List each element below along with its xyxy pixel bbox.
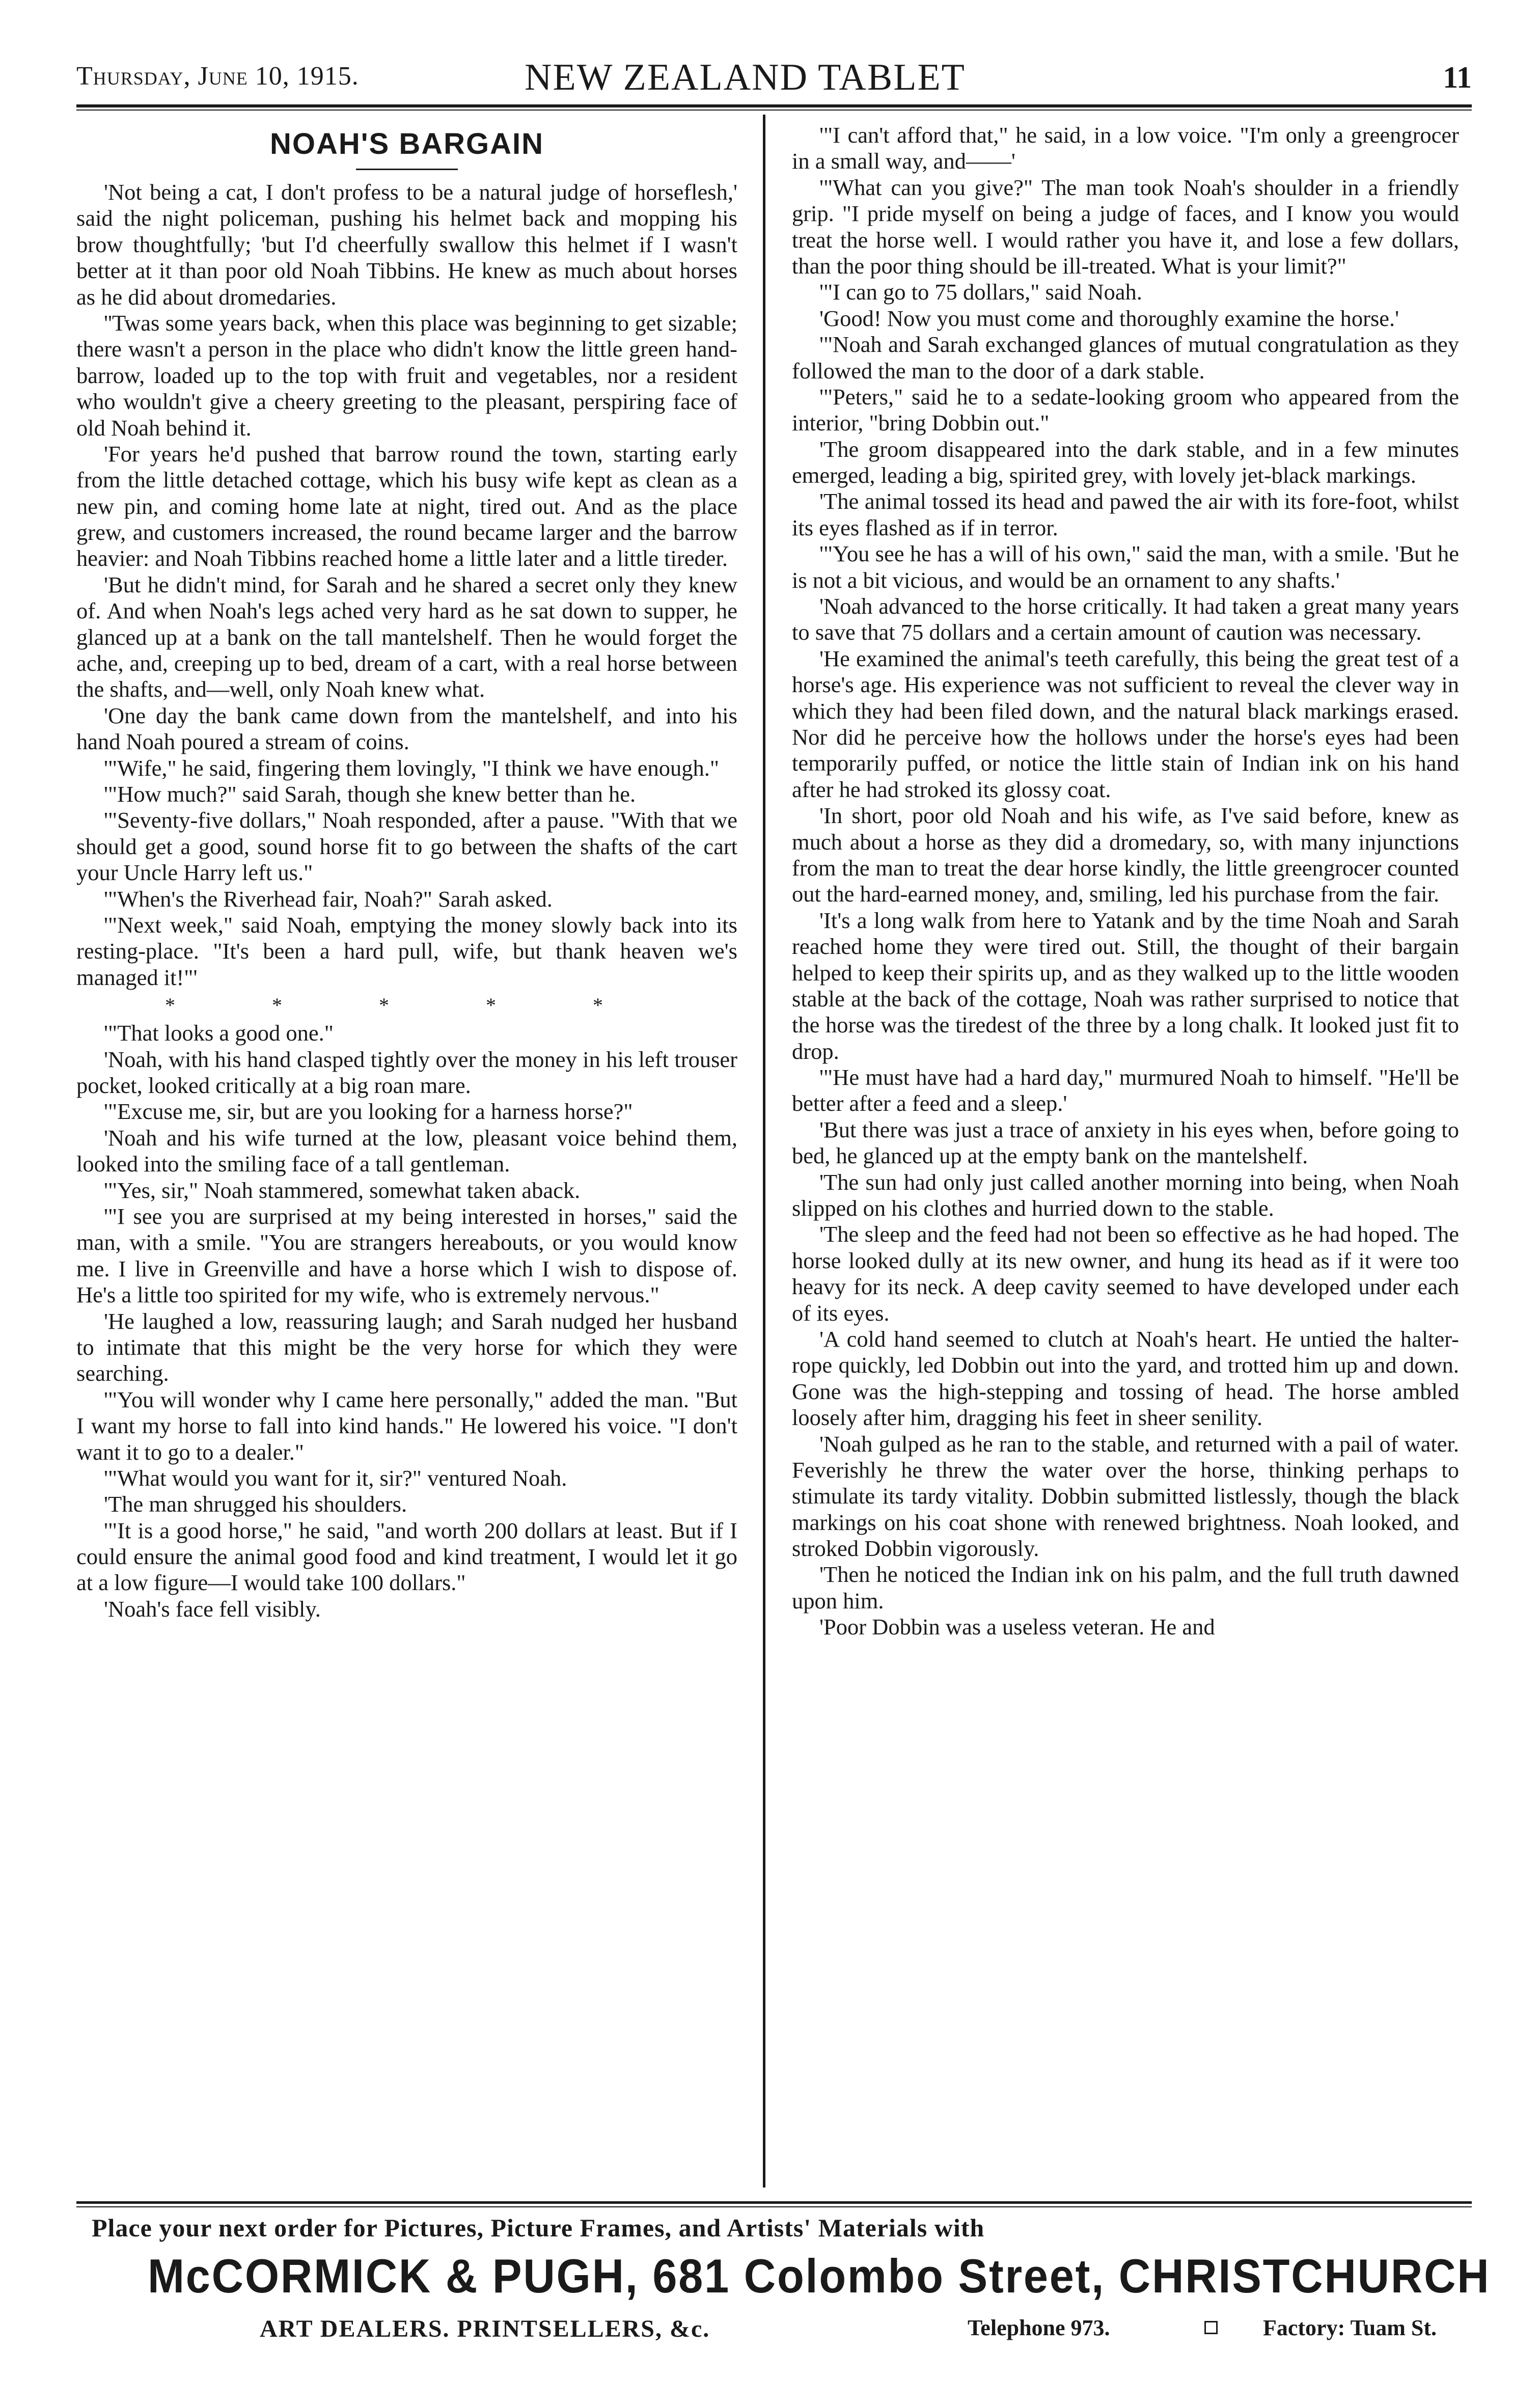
newspaper-title: NEW ZEALAND TABLET bbox=[525, 57, 966, 98]
paragraph: '"Peters," said he to a sedate-looking groom who appeared from the interior, "bring Dobbin out." bbox=[792, 384, 1459, 436]
masthead bbox=[76, 56, 1472, 102]
paragraph: 'Noah's face fell visibly. bbox=[104, 1596, 321, 1622]
bottom-rule-thin bbox=[76, 2206, 1472, 2207]
paragraph: 'For years he'd pushed that barrow round the town, starting early from the little detached cottage, which his busy wife kept as clean as a new pin, and coming home late at night, tired out. And as the place grew, and customers increased, the round became larger and the barrow heavier: and Noah Tibbins reached home a little later and a little tireder. bbox=[76, 441, 737, 571]
paragraph: 'The animal tossed its head and pawed the air with its fore-foot, whilst its eyes flashed as if in terror. bbox=[792, 488, 1459, 540]
section-break-stars: * * * * * bbox=[165, 994, 649, 1017]
paragraph: '"What would you want for it, sir?" ventured Noah. bbox=[104, 1465, 567, 1491]
paragraph: 'He laughed a low, reassuring laugh; and Sarah nudged her husband to intimate that this might be the very horse for which they were searching. bbox=[76, 1308, 737, 1386]
paragraph: 'Noah advanced to the horse critically. It had taken a great many years to save that 75 dollars and a certain amount of caution was necessary. bbox=[792, 593, 1459, 645]
ad-factory: Factory: Tuam St. bbox=[1263, 2315, 1437, 2340]
paragraph: '"Excuse me, sir, but are you looking for a harness horse?" bbox=[104, 1099, 633, 1125]
paragraph: 'Then he noticed the Indian ink on his palm, and the full truth dawned upon him. bbox=[792, 1562, 1459, 1614]
paragraph: 'The man shrugged his shoulders. bbox=[104, 1491, 407, 1517]
paragraph: '"Noah and Sarah exchanged glances of mutual congratulation as they followed the man to the door of a dark stable. bbox=[792, 332, 1459, 384]
paragraph: 'Good! Now you must come and thoroughly examine the horse.' bbox=[819, 305, 1399, 331]
paragraph: '"What can you give?" The man took Noah's shoulder in a friendly grip. "I pride myself on being a judge of faces, and I know you would treat the horse well. I would rather you have it, and lose a few dollars, than the poor thing should be ill-treated. What is your limit?" bbox=[792, 174, 1459, 279]
paragraph: '"How much?" said Sarah, though she knew better than he. bbox=[104, 781, 636, 807]
paragraph: '"You see he has a will of his own," said the man, with a smile. 'But he is not a bit vicious, and would be an ornament to any shafts.' bbox=[792, 541, 1459, 593]
paragraph: 'But there was just a trace of anxiety in his eyes when, before going to bed, he glanced up at the empty bank on the mantelshelf. bbox=[792, 1116, 1459, 1169]
column-separator bbox=[763, 115, 765, 2188]
paragraph: '"Next week," said Noah, emptying the money slowly back into its resting-place. "It's been a hard pull, wife, but thank heaven we's managed it!"' bbox=[76, 912, 737, 990]
top-rule-thin bbox=[76, 110, 1472, 111]
bottom-rule bbox=[76, 2201, 1472, 2204]
paragraph: '"Wife," he said, fingering them lovingly, "I think we have enough." bbox=[104, 755, 719, 781]
paragraph: '"When's the Riverhead fair, Noah?" Sarah asked. bbox=[104, 886, 553, 912]
paragraph: '"He must have had a hard day," murmured Noah to himself. "He'll be better after a feed and a sleep.' bbox=[792, 1064, 1459, 1116]
paragraph: 'Not being a cat, I don't profess to be a natural judge of horseflesh,' said the night policeman, pushing his helmet back and mopping his brow thoughtfully; 'but I'd cheerfully swallow this helmet if I wasn't better at it than poor old Noah Tibbins. He knew as much about horses as he did about dromedaries. bbox=[76, 179, 737, 310]
paragraph: ''Twas some years back, when this place was beginning to get sizable; there wasn't a person in the place who didn't know the little green hand-barrow, loaded up to the top with fruit and vegetables, nor a resident who wouldn't give a cheery greeting to the pleasant, perspiring face of old Noah behind it. bbox=[76, 310, 737, 441]
paragraph: 'In short, poor old Noah and his wife, as I've said before, knew as much about a horse as they did a dromedary, so, with many injunctions from the man to treat the dear horse kindly, the little greengrocer counted out the hard-earned money, and, smiling, led his purchase from the fair. bbox=[792, 803, 1459, 907]
top-rule bbox=[76, 104, 1472, 107]
paragraph: '"Seventy-five dollars," Noah responded, after a pause. "With that we should get a good, sound horse fit to go between the shafts of the cart your Uncle Harry left us." bbox=[76, 807, 737, 886]
ad-trades: ART DEALERS. PRINTSELLERS, &c. bbox=[260, 2315, 710, 2342]
ad-telephone: Telephone 973. bbox=[968, 2315, 1110, 2340]
page-number: 11 bbox=[1443, 61, 1472, 94]
paragraph: '"Yes, sir," Noah stammered, somewhat taken aback. bbox=[104, 1177, 581, 1203]
title-underline bbox=[356, 169, 458, 170]
issue-date: Thursday, June 10, 1915. bbox=[76, 62, 359, 91]
paragraph: 'Noah, with his hand clasped tightly over the money in his left trouser pocket, looked critically at a big roan mare. bbox=[76, 1046, 737, 1099]
paragraph: 'Noah gulped as he ran to the stable, and returned with a pail of water. Feverishly he threw the water over the horse, thinking perhaps to stimulate its tardy vitality. Dobbin submitted listlessly, though the black markings on his coat shone with renewed brightness. Noah looked, and stroked Dobbin vigorously. bbox=[792, 1431, 1459, 1562]
paragraph: 'The sun had only just called another morning into being, when Noah slipped on his clothes and hurried down to the stable. bbox=[792, 1169, 1459, 1221]
paragraph: '"I can go to 75 dollars," said Noah. bbox=[819, 279, 1142, 305]
paragraph: 'It's a long walk from here to Yatank and by the time Noah and Sarah reached home they were tired out. Still, the thought of their bargain helped to keep their spirits up, and as they walked up to the little wooden stable at the back of the cottage, Noah was rather surprised to notice that the horse was the tiredest of the three by a long chalk. It looked just fit to drop. bbox=[792, 907, 1459, 1064]
paragraph: 'He examined the animal's teeth carefully, this being the great test of a horse's age. His experience was not sufficient to reveal the clever way in which they had been filed down, and the natural black markings erased. Nor did he perceive how the hollows under the horse's eyes had been temporarily puffed, or notice the little stain of Indian ink on his hand after he had stroked its glossy coat. bbox=[792, 645, 1459, 802]
paragraph: '"I can't afford that," he said, in a low voice. "I'm only a greengrocer in a small way, and——' bbox=[792, 122, 1459, 174]
article-column-left bbox=[76, 122, 737, 2185]
advertisement bbox=[76, 2213, 1491, 2381]
paragraph: '"It is a good horse," he said, "and worth 200 dollars at least. But if I could ensure the animal good food and kind treatment, I would let it go at a low figure—I would take 100 dollars." bbox=[76, 1517, 737, 1596]
paragraph: '"You will wonder why I came here personally," added the man. "But I want my horse to fall into kind hands." He lowered his voice. "I don't want it to go to a dealer." bbox=[76, 1386, 737, 1465]
paragraph: 'The groom disappeared into the dark stable, and in a few minutes emerged, leading a big, spirited grey, with lovely jet-black markings. bbox=[792, 436, 1459, 488]
paragraph: '"That looks a good one." bbox=[104, 1020, 334, 1046]
paragraph: 'A cold hand seemed to clutch at Noah's heart. He untied the halter-rope quickly, led Dobbin out into the yard, and trotted him up and down. Gone was the high-stepping and tossing of head. The horse ambled loosely after him, dragging his feet in sheer senility. bbox=[792, 1326, 1459, 1431]
paragraph: 'Poor Dobbin was a useless veteran. He and bbox=[819, 1614, 1215, 1640]
paragraph: 'But he didn't mind, for Sarah and he shared a secret only they knew of. And when Noah's legs ached very hard as he sat down to supper, he glanced up at a bank on the tall mantelshelf. Then he would forget the ache, and, creeping up to bed, dream of a cart, with a real horse between the shafts, and—well, only Noah knew what. bbox=[76, 571, 737, 702]
article-column-right bbox=[792, 122, 1459, 2185]
ad-company: McCORMICK & PUGH, 681 Colombo Street, CHRISTCHURCH bbox=[148, 2249, 1491, 2303]
paragraph: 'The sleep and the feed had not been so effective as he had hoped. The horse looked dully at its new owner, and hung its head as if it were too heavy for its neck. A deep cavity seemed to have developed under each of its eyes. bbox=[792, 1221, 1459, 1326]
paragraph: 'One day the bank came down from the mantelshelf, and into his hand Noah poured a stream of coins. bbox=[76, 702, 737, 755]
paragraph: 'Noah and his wife turned at the low, pleasant voice behind them, looked into the smiling face of a tall gentleman. bbox=[76, 1125, 737, 1177]
ad-intro: Place your next order for Pictures, Picture Frames, and Artists' Materials with bbox=[92, 2213, 985, 2242]
ornament-box-icon bbox=[1204, 2321, 1218, 2334]
article-title: NOAH'S BARGAIN bbox=[269, 127, 544, 160]
paragraph: '"I see you are surprised at my being interested in horses," said the man, with a smile. "You are strangers hereabouts, or you would know me. I live in Greenville and have a horse which I wish to dispose of. He's a little too spirited for my wife, who is extremely nervous." bbox=[76, 1204, 737, 1308]
